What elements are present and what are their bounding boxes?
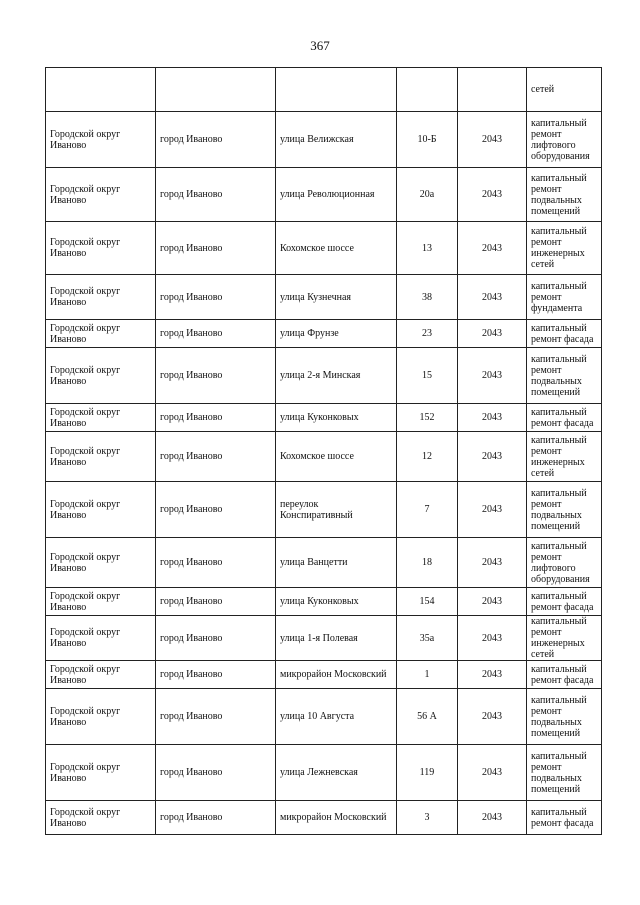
table-row xyxy=(46,616,602,661)
cell-city: город Иваново xyxy=(156,222,276,275)
table-row xyxy=(46,112,602,168)
table-body xyxy=(46,68,602,835)
cell-year: 2043 xyxy=(458,222,527,275)
cell-city: город Иваново xyxy=(156,112,276,168)
cell-year: 2043 xyxy=(458,432,527,482)
cell-work: капитальный ремонт фасада xyxy=(527,661,602,689)
cell-year: 2043 xyxy=(458,348,527,404)
cell-number: 12 xyxy=(397,432,458,482)
cell-district: Городской округ Иваново xyxy=(46,801,156,835)
cell-city: город Иваново xyxy=(156,538,276,588)
cell-number: 38 xyxy=(397,275,458,320)
cell-work: капитальный ремонт подвальных помещений xyxy=(527,482,602,538)
cell-number: 7 xyxy=(397,482,458,538)
cell-city: город Иваново xyxy=(156,168,276,222)
cell-number: 119 xyxy=(397,745,458,801)
cell-district: Городской округ Иваново xyxy=(46,168,156,222)
table-row xyxy=(46,404,602,432)
cell-district: Городской округ Иваново xyxy=(46,404,156,432)
cell-work: капитальный ремонт подвальных помещений xyxy=(527,348,602,404)
cell-year: 2043 xyxy=(458,661,527,689)
cell-city: город Иваново xyxy=(156,404,276,432)
cell-year: 2043 xyxy=(458,112,527,168)
cell-work: капитальный ремонт подвальных помещений xyxy=(527,745,602,801)
cell-year: 2043 xyxy=(458,538,527,588)
cell-city: город Иваново xyxy=(156,275,276,320)
table-row xyxy=(46,801,602,835)
cell-work: капитальный ремонт подвальных помещений xyxy=(527,689,602,745)
cell-street: микрорайон Московский xyxy=(276,661,397,689)
cell-street: микрорайон Московский xyxy=(276,801,397,835)
table-row xyxy=(46,168,602,222)
cell-number: 23 xyxy=(397,320,458,348)
cell-street: улица Лежневская xyxy=(276,745,397,801)
cell-street: улица Куконковых xyxy=(276,588,397,616)
cell-work: капитальный ремонт инженерных сетей xyxy=(527,616,602,661)
cell-year: 2043 xyxy=(458,275,527,320)
cell-year: 2043 xyxy=(458,404,527,432)
table-row xyxy=(46,320,602,348)
cell-street: улица Ванцетти xyxy=(276,538,397,588)
cell-city: город Иваново xyxy=(156,588,276,616)
cell-district: Городской округ Иваново xyxy=(46,320,156,348)
cell-number: 1 xyxy=(397,661,458,689)
table-row xyxy=(46,222,602,275)
cell-year: 2043 xyxy=(458,588,527,616)
table-row xyxy=(46,745,602,801)
cell-number: 35а xyxy=(397,616,458,661)
cell-work: капитальный ремонт лифтового оборудования xyxy=(527,538,602,588)
cell-number: 13 xyxy=(397,222,458,275)
cell-district: Городской округ Иваново xyxy=(46,112,156,168)
cell-street: улица Революционная xyxy=(276,168,397,222)
cell-work: сетей xyxy=(527,68,602,112)
repair-table xyxy=(45,67,602,835)
cell-district xyxy=(46,68,156,112)
cell-number: 3 xyxy=(397,801,458,835)
cell-city: город Иваново xyxy=(156,320,276,348)
cell-city: город Иваново xyxy=(156,745,276,801)
cell-year: 2043 xyxy=(458,482,527,538)
cell-year: 2043 xyxy=(458,616,527,661)
cell-city: город Иваново xyxy=(156,801,276,835)
cell-number: 56 А xyxy=(397,689,458,745)
cell-street: улица Фрунзе xyxy=(276,320,397,348)
cell-work: капитальный ремонт фасада xyxy=(527,404,602,432)
cell-number xyxy=(397,68,458,112)
cell-year: 2043 xyxy=(458,320,527,348)
cell-city: город Иваново xyxy=(156,616,276,661)
cell-work: капитальный ремонт инженерных сетей xyxy=(527,222,602,275)
cell-city: город Иваново xyxy=(156,432,276,482)
cell-year: 2043 xyxy=(458,801,527,835)
table-row xyxy=(46,538,602,588)
cell-city: город Иваново xyxy=(156,348,276,404)
cell-street: Кохомское шоссе xyxy=(276,222,397,275)
table-row xyxy=(46,482,602,538)
cell-street: переулок Конспиративный xyxy=(276,482,397,538)
cell-number: 18 xyxy=(397,538,458,588)
cell-street xyxy=(276,68,397,112)
table-row xyxy=(46,275,602,320)
cell-street: улица Куконковых xyxy=(276,404,397,432)
cell-year: 2043 xyxy=(458,689,527,745)
cell-work: капитальный ремонт фундамента xyxy=(527,275,602,320)
table-row xyxy=(46,661,602,689)
cell-city: город Иваново xyxy=(156,482,276,538)
cell-number: 154 xyxy=(397,588,458,616)
cell-year: 2043 xyxy=(458,745,527,801)
table-row xyxy=(46,689,602,745)
cell-district: Городской округ Иваново xyxy=(46,432,156,482)
cell-number: 20а xyxy=(397,168,458,222)
table-row xyxy=(46,348,602,404)
cell-number: 15 xyxy=(397,348,458,404)
cell-city xyxy=(156,68,276,112)
cell-street: улица Велижская xyxy=(276,112,397,168)
cell-district: Городской округ Иваново xyxy=(46,661,156,689)
cell-district: Городской округ Иваново xyxy=(46,538,156,588)
cell-street: улица Кузнечная xyxy=(276,275,397,320)
page-number: 367 xyxy=(310,38,330,53)
cell-city: город Иваново xyxy=(156,689,276,745)
cell-work: капитальный ремонт фасада xyxy=(527,320,602,348)
cell-work: капитальный ремонт фасада xyxy=(527,801,602,835)
table-row xyxy=(46,432,602,482)
cell-street: Кохомское шоссе xyxy=(276,432,397,482)
cell-number: 152 xyxy=(397,404,458,432)
table-row-continued xyxy=(46,68,602,112)
cell-work: капитальный ремонт инженерных сетей xyxy=(527,432,602,482)
cell-district: Городской округ Иваново xyxy=(46,482,156,538)
cell-city: город Иваново xyxy=(156,661,276,689)
cell-year xyxy=(458,68,527,112)
cell-year: 2043 xyxy=(458,168,527,222)
cell-district: Городской округ Иваново xyxy=(46,616,156,661)
cell-district: Городской округ Иваново xyxy=(46,275,156,320)
cell-district: Городской округ Иваново xyxy=(46,588,156,616)
table-row xyxy=(46,588,602,616)
cell-district: Городской округ Иваново xyxy=(46,348,156,404)
cell-street: улица 2-я Минская xyxy=(276,348,397,404)
cell-number: 10-Б xyxy=(397,112,458,168)
cell-street: улица 10 Августа xyxy=(276,689,397,745)
cell-work: капитальный ремонт лифтового оборудования xyxy=(527,112,602,168)
cell-district: Городской округ Иваново xyxy=(46,745,156,801)
cell-work: капитальный ремонт подвальных помещений xyxy=(527,168,602,222)
cell-district: Городской округ Иваново xyxy=(46,222,156,275)
cell-district: Городской округ Иваново xyxy=(46,689,156,745)
cell-work: капитальный ремонт фасада xyxy=(527,588,602,616)
cell-street: улица 1-я Полевая xyxy=(276,616,397,661)
